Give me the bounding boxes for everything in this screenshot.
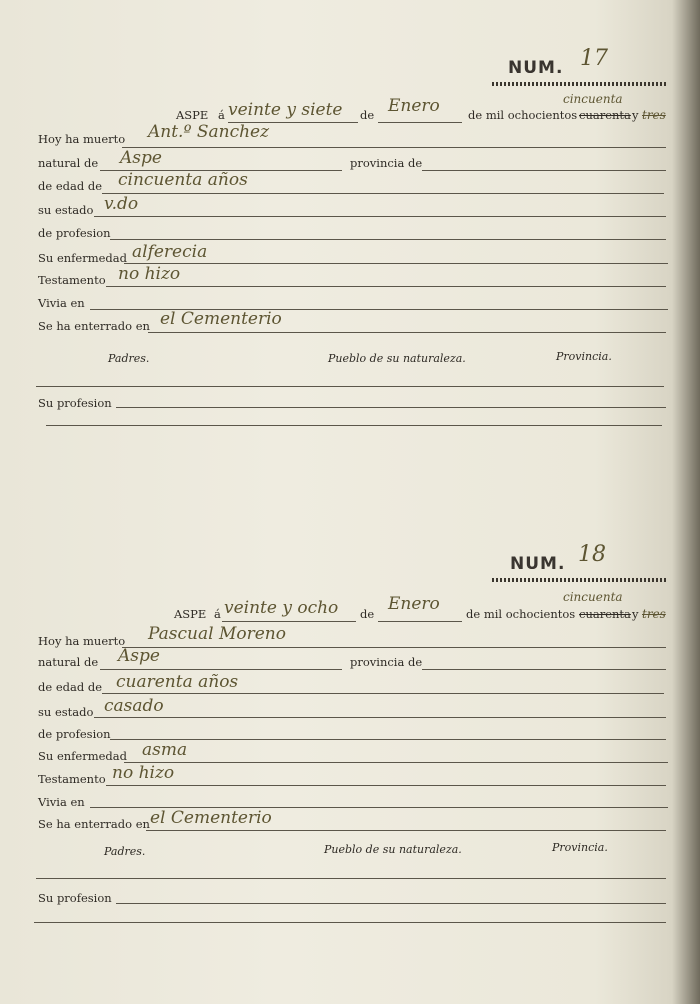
padres-label: Padres. (108, 352, 150, 365)
natural-value: Aspe (120, 148, 162, 168)
su-profesion-label: Su profesion (38, 891, 112, 905)
edad-label: de edad de (38, 680, 103, 694)
year-tres: tres (642, 108, 666, 122)
year-tres: tres (642, 607, 666, 621)
natural-label: natural de (38, 156, 99, 170)
estado-value: casado (104, 696, 164, 716)
enterrado-value: el Cementerio (150, 808, 272, 828)
pueblo-label: Pueblo de su naturaleza. (324, 843, 462, 856)
year-cuarenta: cuarenta (579, 607, 631, 621)
deceased-name: Pascual Moreno (148, 624, 286, 644)
hoy-label: Hoy ha muerto (38, 132, 126, 146)
enfermedad-value: alferecia (132, 242, 208, 262)
year-correction: cincuenta (563, 590, 623, 604)
edad-value: cincuenta años (118, 170, 248, 190)
town-label: ASPE (174, 607, 207, 621)
estado-label: su estado (38, 705, 94, 719)
entry-number-label: NUM. (510, 554, 566, 574)
hoy-label: Hoy ha muerto (38, 634, 126, 648)
vivia-label: Vivia en (38, 296, 85, 310)
enterrado-label: Se ha enterrado en (38, 319, 150, 333)
entry-number: 18 (578, 542, 606, 567)
provincia-col-label: Provincia. (556, 350, 612, 363)
enterrado-value: el Cementerio (160, 309, 282, 329)
testamento-value: no hizo (118, 264, 181, 284)
profesion-label: de profesion (38, 226, 111, 240)
testamento-label: Testamento (38, 273, 106, 287)
su-profesion-label: Su profesion (38, 396, 112, 410)
enfermedad-value: asma (142, 740, 188, 760)
de-label: de (360, 108, 375, 122)
edad-label: de edad de (38, 179, 103, 193)
month-value: Enero (388, 96, 440, 116)
month-value: Enero (388, 594, 440, 614)
enfermedad-label: Su enfermedad (38, 749, 128, 763)
year-label: de mil ochocientos (466, 607, 576, 621)
town-label: ASPE (176, 108, 209, 122)
testamento-label: Testamento (38, 772, 106, 786)
a-label: á (218, 108, 225, 122)
year-y: y (632, 108, 639, 122)
padres-label: Padres. (104, 845, 146, 858)
year-label: de mil ochocientos (468, 108, 578, 122)
provincia-label: provincia de (350, 156, 423, 170)
edad-value: cuarenta años (116, 672, 239, 692)
enterrado-label: Se ha enterrado en (38, 817, 150, 831)
natural-value: Aspe (118, 646, 160, 666)
de-label: de (360, 607, 375, 621)
provincia-col-label: Provincia. (552, 841, 608, 854)
year-correction: cincuenta (563, 92, 623, 106)
deceased-name: Ant.º Sanchez (148, 122, 270, 142)
entry-number: 17 (580, 46, 608, 71)
natural-label: natural de (38, 655, 99, 669)
estado-label: su estado (38, 203, 94, 217)
vivia-label: Vivia en (38, 795, 85, 809)
year-y: y (632, 607, 639, 621)
entry-number-label: NUM. (508, 58, 564, 78)
pueblo-label: Pueblo de su naturaleza. (328, 352, 466, 365)
ornament-rule (492, 82, 668, 86)
day-value: veinte y siete (228, 100, 343, 120)
ornament-rule (492, 578, 668, 582)
provincia-label: provincia de (350, 655, 423, 669)
a-label: á (214, 607, 221, 621)
year-cuarenta: cuarenta (579, 108, 631, 122)
estado-value: v.do (104, 194, 139, 214)
profesion-label: de profesion (38, 727, 111, 741)
testamento-value: no hizo (112, 763, 175, 783)
day-value: veinte y ocho (224, 598, 339, 618)
enfermedad-label: Su enfermedad (38, 251, 128, 265)
